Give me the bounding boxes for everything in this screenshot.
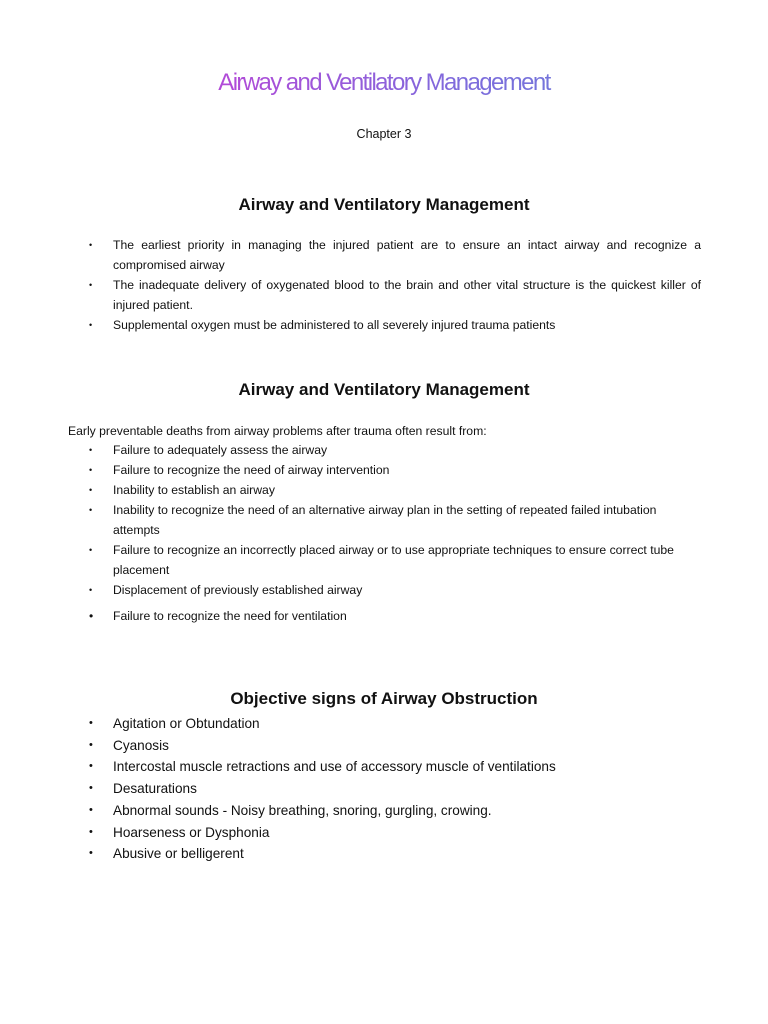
bullet-icon: • [89,465,93,475]
list-item: • Failure to recognize the need for ventilation [0,606,768,626]
bullet-icon: • [89,803,93,816]
bullet-icon: • [89,485,93,495]
list-item: • Abusive or belligerent [0,843,768,865]
bullet-icon: • [89,760,93,773]
list-item: • Failure to recognize the need of airway intervention [0,460,768,480]
bullet-icon: • [89,782,93,795]
bullet-icon: • [89,240,93,250]
list-item: • The earliest priority in managing the injured patient are to ensure an intact airway and recognize a compromised airway [0,235,768,275]
section-3-heading: Objective signs of Airway Obstruction [230,689,538,708]
bullet-icon: • [89,738,93,751]
list-item: • Failure to adequately assess the airway [0,440,768,460]
list-item: • Inability to establish an airway [0,480,768,500]
section-3-bullet-list [0,713,768,865]
bullet-icon: • [89,320,93,330]
bullet-icon: • [89,545,93,555]
list-item: • Abnormal sounds - Noisy breathing, snoring, gurgling, crowing. [0,800,768,822]
list-item: • Agitation or Obtundation [0,713,768,735]
section-1-heading: Airway and Ventilatory Management [238,195,530,214]
section-2-intro: Early preventable deaths from airway problems after trauma often result from: [68,424,487,438]
bullet-icon: • [89,609,94,623]
list-item: • Inability to recognize the need of an alternative airway plan in the setting of repeated failed intubation attempts [0,500,768,540]
list-item: • Displacement of previously established airway [0,580,768,600]
document-title: Airway and Ventilatory Management [0,66,768,100]
list-item: • Desaturations [0,778,768,800]
list-item: • Supplemental oxygen must be administered to all severely injured trauma patients [0,315,768,335]
list-item: • Intercostal muscle retractions and use of accessory muscle of ventilations [0,756,768,778]
list-item: • Hoarseness or Dysphonia [0,822,768,844]
list-item: • Cyanosis [0,735,768,757]
chapter-label: Chapter 3 [356,127,412,141]
section-2-bullet-list [0,440,768,626]
bullet-icon: • [89,825,93,838]
bullet-icon: • [89,717,93,729]
section-2-heading: Airway and Ventilatory Management [238,380,530,399]
list-item: • The inadequate delivery of oxygenated blood to the brain and other vital structure is the quickest killer of injured patient. [0,275,768,315]
bullet-icon: • [89,847,93,860]
list-item: • Failure to recognize an incorrectly placed airway or to use appropriate techniques to ensure correct tube placement [0,540,768,580]
bullet-icon: • [89,585,93,595]
bullet-icon: • [89,445,93,455]
bullet-icon: • [89,280,93,290]
bullet-icon: • [89,505,93,515]
section-1-bullet-list [0,235,768,335]
